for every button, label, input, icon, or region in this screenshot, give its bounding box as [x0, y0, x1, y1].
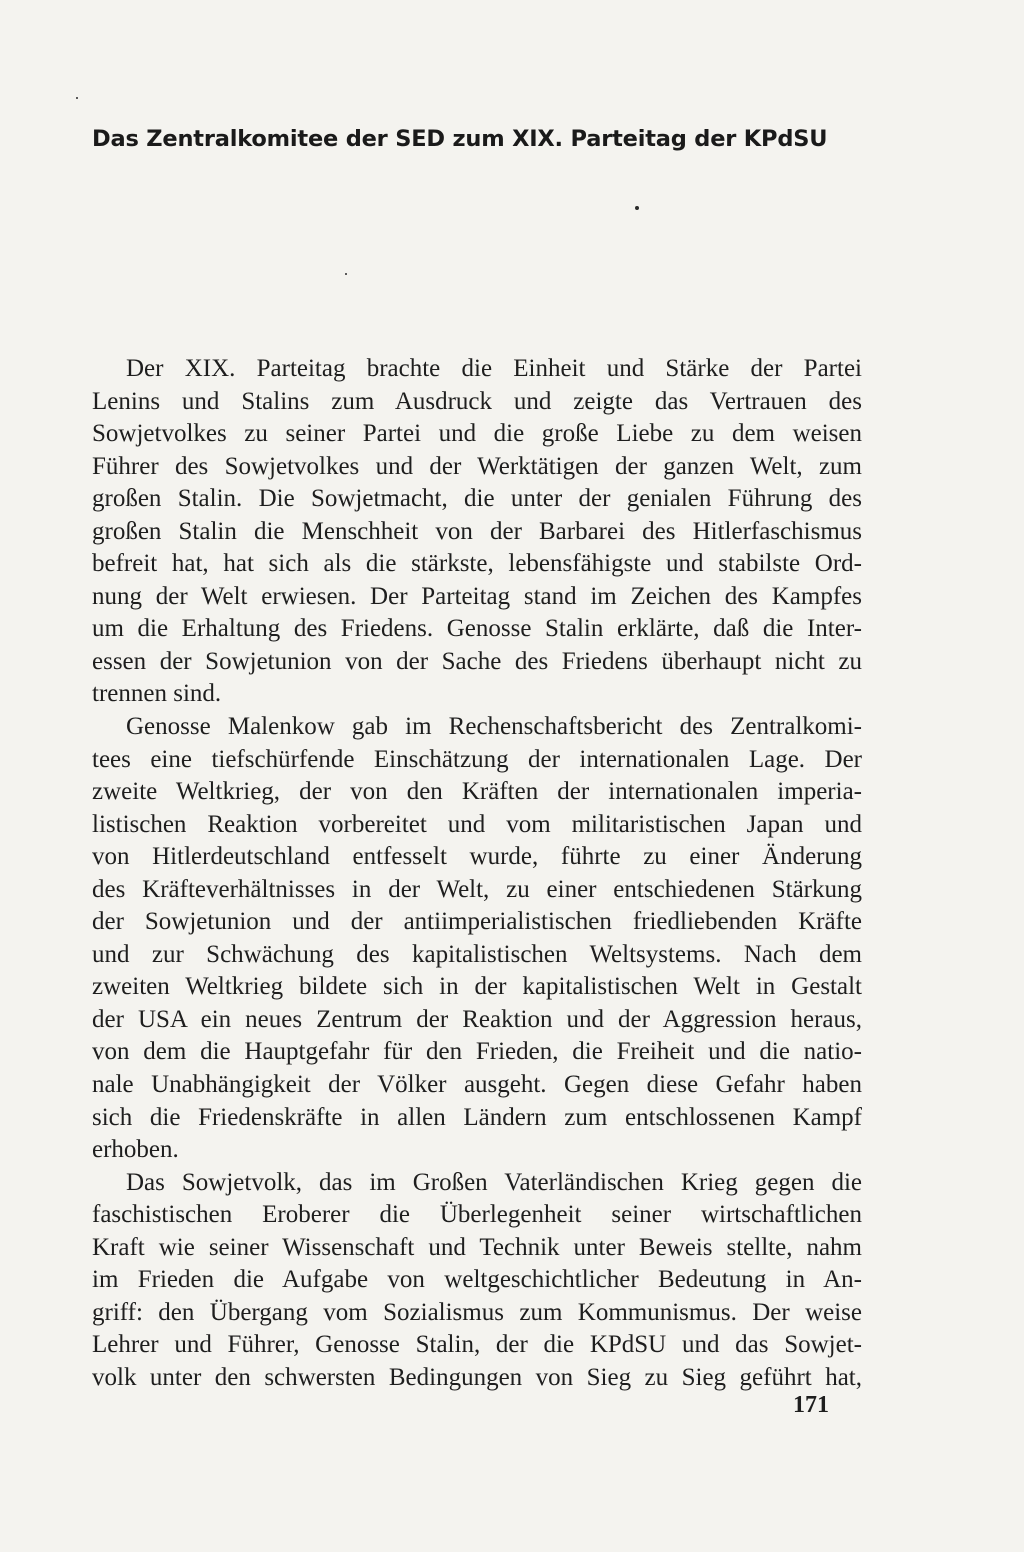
text-line: essen der Sowjetunion von der Sache des Friedens überhaupt nicht zu [92, 647, 862, 675]
text-line: tees eine tiefschürfende Einschätzung der internationalen Lage. Der [92, 745, 862, 773]
page-title: Das Zentralkomitee der SED zum XIX. Parteitag der KPdSU [92, 126, 828, 152]
print-speck [76, 97, 78, 99]
text-line: Lenins und Stalins zum Ausdruck und zeigte das Vertrauen des [92, 387, 862, 415]
text-line: der Sowjetunion und der antiimperialistischen friedliebenden Kräfte [92, 908, 862, 936]
text-line: Führer des Sowjetvolkes und der Werktätigen der ganzen Welt, zum [92, 452, 862, 480]
text-line: Kraft wie seiner Wissenschaft und Technik unter Beweis stellte, nahm [92, 1233, 862, 1261]
text-line: der USA ein neues Zentrum der Reaktion und der Aggression heraus, [92, 1005, 862, 1033]
text-line: großen Stalin. Die Sowjetmacht, die unter der genialen Führung des [92, 485, 862, 513]
body-text [92, 353, 862, 1395]
paragraph-1 [92, 353, 862, 711]
page-number: 171 [793, 1392, 829, 1418]
text-line: griff: den Übergang vom Sozialismus zum Kommunismus. Der weise [92, 1298, 862, 1326]
text-line: volk unter den schwersten Bedingungen von Sieg zu Sieg geführt hat, [92, 1363, 862, 1391]
paragraph-2 [92, 711, 862, 1167]
text-line: nale Unabhängigkeit der Völker ausgeht. Gegen diese Gefahr haben [92, 1071, 862, 1099]
text-line: von dem die Hauptgefahr für den Frieden, die Freiheit und die natio- [92, 1038, 862, 1066]
text-line: nung der Welt erwiesen. Der Parteitag stand im Zeichen des Kampfes [92, 582, 862, 610]
text-line: großen Stalin die Menschheit von der Barbarei des Hitlerfaschismus [92, 517, 862, 545]
text-line: Das Sowjetvolk, das im Großen Vaterländischen Krieg gegen die [126, 1168, 862, 1196]
print-speck [635, 206, 639, 210]
text-line: befreit hat, hat sich als die stärkste, lebensfähigste und stabilste Ord- [92, 550, 862, 578]
text-line: trennen sind. [92, 680, 222, 708]
text-line: listischen Reaktion vorbereitet und vom militaristischen Japan und [92, 810, 862, 838]
text-line: um die Erhaltung des Friedens. Genosse Stalin erklärte, daß die Inter- [92, 615, 862, 643]
text-line: von Hitlerdeutschland entfesselt wurde, führte zu einer Änderung [92, 843, 862, 871]
text-line: des Kräfteverhältnisses in der Welt, zu einer entschiedenen Stärkung [92, 875, 862, 903]
text-line: zweiten Weltkrieg bildete sich in der kapitalistischen Welt in Gestalt [92, 973, 862, 1001]
text-line: und zur Schwächung des kapitalistischen Weltsystems. Nach dem [92, 940, 862, 968]
text-line: Der XIX. Parteitag brachte die Einheit und Stärke der Partei [126, 355, 862, 382]
text-line: erhoben. [92, 1136, 179, 1164]
text-line: faschistischen Eroberer die Überlegenheit seiner wirtschaftlichen [92, 1201, 862, 1229]
text-line: Lehrer und Führer, Genosse Stalin, der die KPdSU und das Sowjet- [92, 1331, 862, 1359]
text-line: im Frieden die Aufgabe von weltgeschichtlicher Bedeutung in An- [92, 1266, 862, 1294]
paragraph-3 [92, 1167, 862, 1395]
text-line: Genosse Malenkow gab im Rechenschaftsbericht des Zentralkomi- [126, 713, 862, 741]
text-line: Sowjetvolkes zu seiner Partei und die große Liebe zu dem weisen [92, 420, 862, 448]
text-line: sich die Friedenskräfte in allen Ländern zum entschlossenen Kampf [92, 1103, 862, 1131]
text-line: zweite Weltkrieg, der von den Kräften der internationalen imperia- [92, 778, 862, 806]
print-speck [345, 273, 347, 275]
